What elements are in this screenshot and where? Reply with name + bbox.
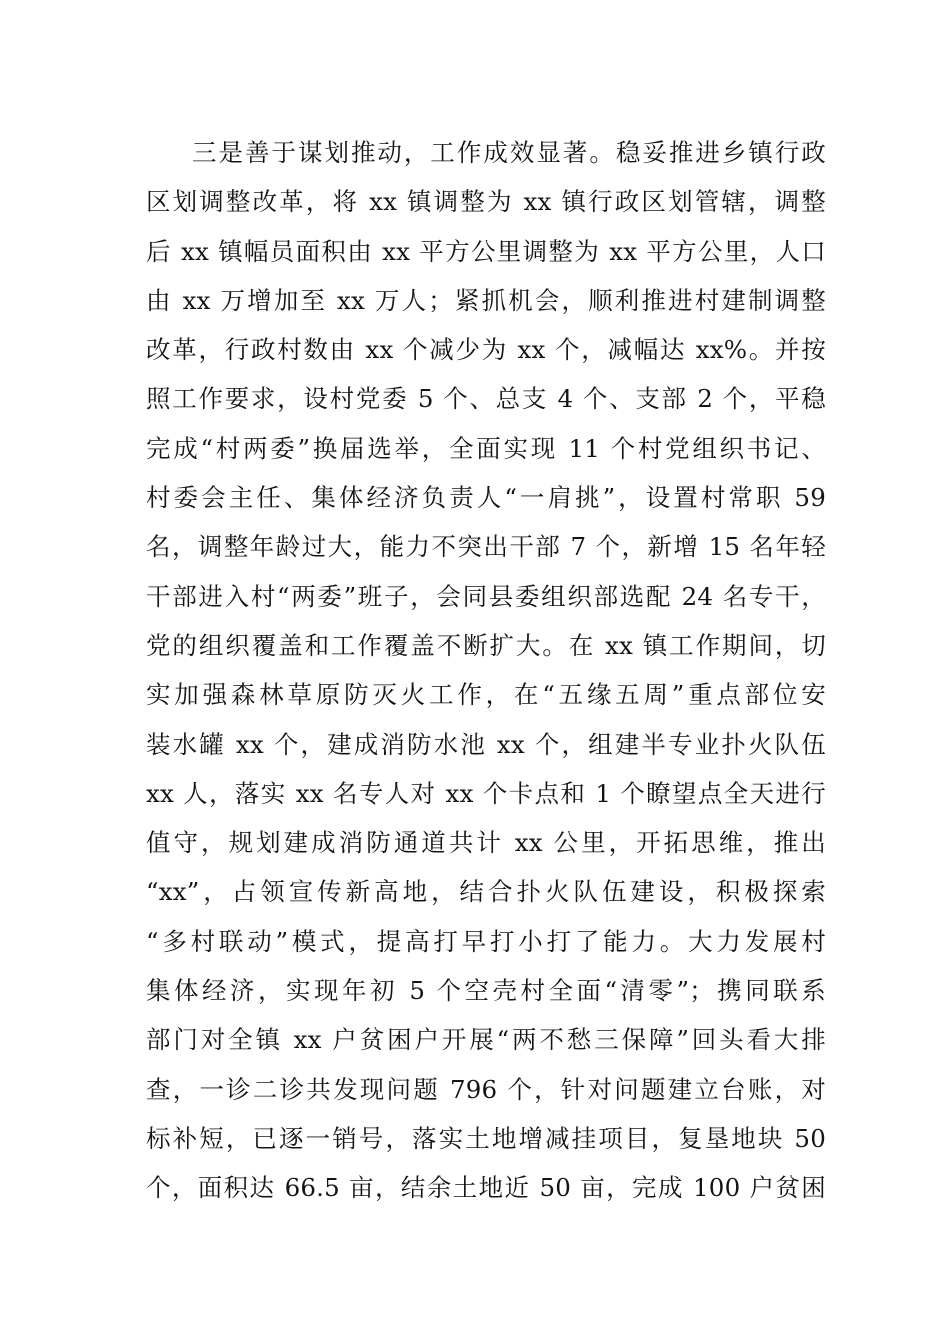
text-line: 完成“村两委”换届选举，全面实现 11 个村党组织书记、: [146, 433, 826, 463]
text-line: 照工作要求，设村党委 5 个、总支 4 个、支部 2 个，平稳: [146, 384, 826, 414]
text-line: 名，调整年龄过大，能力不突出干部 7 个，新增 15 名年轻: [146, 532, 826, 562]
text-line: 党的组织覆盖和工作覆盖不断扩大。在 xx 镇工作期间，切: [146, 630, 826, 660]
text-line: 后 xx 镇幅员面积由 xx 平方公里调整为 xx 平方公里，人口: [146, 236, 826, 266]
text-line: 部门对全镇 xx 户贫困户开展“两不愁三保障”回头看大排: [146, 1025, 826, 1055]
text-line: 由 xx 万增加至 xx 万人；紧抓机会，顺利推进村建制调整: [146, 285, 826, 315]
text-line: 实加强森林草原防灭火工作，在“五缘五周”重点部位安: [146, 680, 826, 710]
text-line: “xx”，占领宣传新高地，结合扑火队伍建设，积极探索: [146, 877, 826, 907]
text-line: 改革，行政村数由 xx 个减少为 xx 个，减幅达 xx%。并按: [146, 335, 826, 365]
text-line: 值守，规划建成消防通道共计 xx 公里，开拓思维，推出: [146, 828, 826, 858]
text-line: 村委会主任、集体经济负责人“一肩挑”，设置村常职 59: [146, 483, 826, 513]
text-line: “多村联动”模式，提高打早打小打了能力。大力发展村: [146, 926, 826, 956]
body-paragraph: [146, 128, 826, 1213]
text-line: 查，一诊二诊共发现问题 796 个，针对问题建立台账，对: [146, 1074, 826, 1104]
text-line: 标补短，已逐一销号，落实土地增减挂项目，复垦地块 50: [146, 1123, 826, 1153]
text-line: 区划调整改革，将 xx 镇调整为 xx 镇行政区划管辖，调整: [146, 187, 826, 217]
text-line: xx 人，落实 xx 名专人对 xx 个卡点和 1 个瞭望点全天进行: [146, 778, 826, 808]
text-line: 三是善于谋划推动，工作成效显著。稳妥推进乡镇行政: [192, 138, 826, 167]
text-line: 装水罐 xx 个，建成消防水池 xx 个，组建半专业扑火队伍: [146, 729, 826, 759]
text-line: 个，面积达 66.5 亩，结余土地近 50 亩，完成 100 户贫困: [146, 1173, 826, 1203]
text-line: 集体经济，实现年初 5 个空壳村全面“清零”；携同联系: [146, 976, 826, 1006]
text-line: 干部进入村“两委”班子，会同县委组织部选配 24 名专干，: [146, 581, 826, 611]
